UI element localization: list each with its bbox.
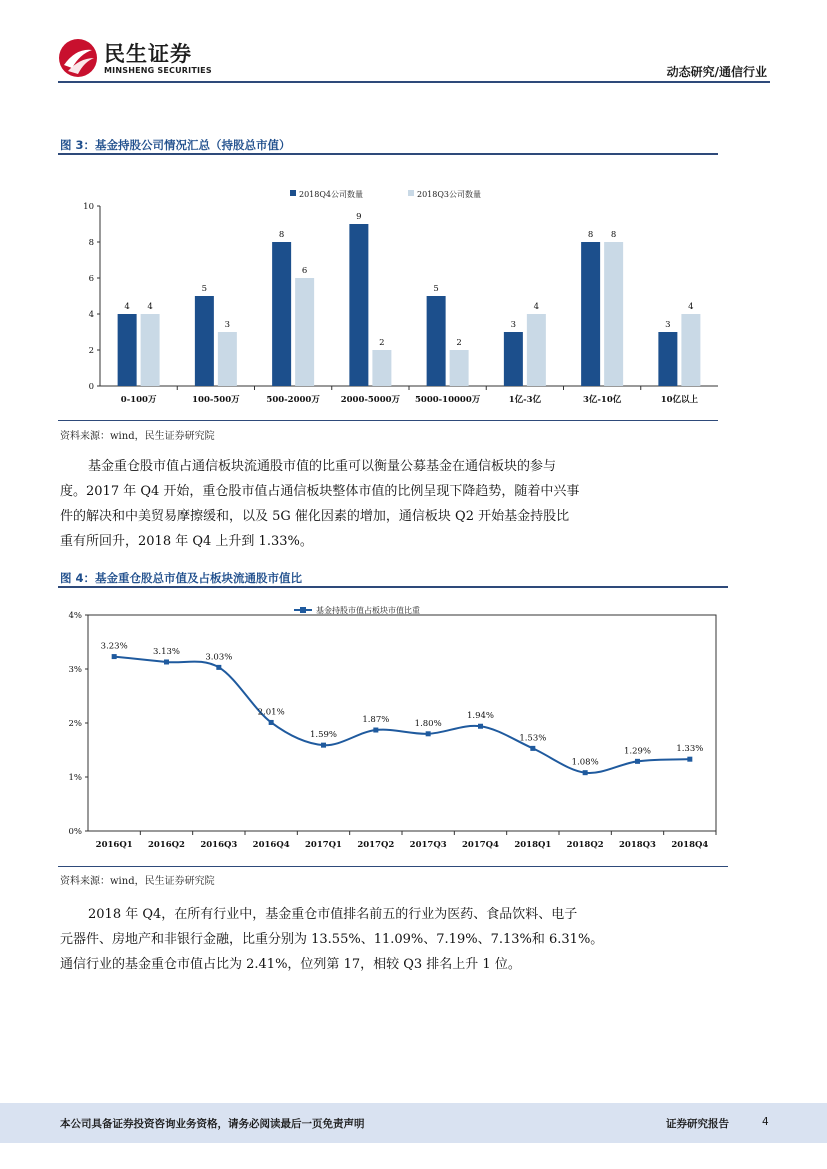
x-tick-label: 1亿-3亿: [508, 395, 542, 405]
bar: [604, 242, 623, 386]
x-tick-label: 2018Q2: [566, 840, 604, 850]
y-tick-label: 8: [88, 238, 94, 248]
data-label: 2: [456, 338, 462, 348]
y-tick-label: 2%: [68, 719, 82, 729]
y-tick-label: 0%: [68, 827, 82, 837]
bar: [118, 314, 137, 386]
bar: [349, 224, 368, 386]
logo-text-en: MINSHENG SECURITIES: [104, 66, 212, 75]
paragraph2-line3: 通信行业的基金重仓市值占比为 2.41%，位列第 17，相较 Q3 排名上升 1 位。: [60, 957, 521, 972]
figure4-source: 资料来源：wind，民生证券研究院: [60, 876, 215, 887]
figure3-top-rule: [58, 153, 718, 155]
data-label: 4: [533, 302, 540, 312]
data-label: 1.08%: [571, 757, 599, 768]
data-label: 3.03%: [205, 652, 233, 663]
figure3-source: 资料来源：wind，民生证券研究院: [60, 431, 215, 442]
x-tick-label: 2017Q1: [305, 840, 342, 850]
legend-marker: [300, 607, 306, 613]
bar: [295, 278, 314, 386]
x-tick-label: 2016Q2: [148, 840, 185, 850]
data-label: 1.29%: [623, 746, 652, 757]
data-point: [373, 728, 378, 733]
bar: [527, 314, 546, 386]
y-tick-label: 1%: [68, 773, 82, 783]
data-point: [216, 665, 221, 670]
y-tick-label: 4: [88, 310, 94, 320]
data-label: 5: [201, 284, 208, 294]
paragraph1-line1: 基金重仓股市值占通信板块流通股市值的比重可以衡量公募基金在通信板块的参与: [88, 459, 557, 474]
data-label: 3.23%: [100, 641, 128, 652]
page-number: 4: [762, 1116, 769, 1128]
header-divider: [58, 81, 770, 83]
data-label: 8: [610, 230, 617, 240]
data-label: 3: [510, 320, 517, 330]
data-label: 1.87%: [362, 715, 390, 726]
y-tick-label: 10: [83, 202, 94, 212]
data-label: 9: [356, 212, 362, 222]
y-tick-label: 0: [88, 382, 94, 392]
paragraph1-line4: 重有所回升，2018 年 Q4 上升到 1.33%。: [60, 534, 313, 549]
plot-frame: [88, 615, 716, 831]
data-point: [321, 743, 326, 748]
legend-label: 2018Q3公司数量: [417, 190, 482, 199]
x-tick-label: 2016Q1: [95, 840, 133, 850]
figure3-bottom-rule: [58, 420, 718, 421]
data-label: 2.01%: [257, 707, 285, 718]
bar: [658, 332, 677, 386]
data-label: 3: [665, 320, 671, 330]
legend-label: 基金持股市值占板块市值比重: [316, 606, 420, 615]
bar: [504, 332, 523, 386]
report-type: 动态研究/通信行业: [666, 65, 767, 79]
x-tick-label: 2018Q4: [671, 840, 709, 850]
logo-icon: [58, 38, 98, 78]
data-label: 1.94%: [466, 711, 495, 722]
footer-disclaimer: 本公司具备证券投资咨询业务资格，请务必阅读最后一页免责声明: [60, 1118, 365, 1130]
paragraph1-line2: 度。2017 年 Q4 开始，重仓股市值占通信板块整体市值的比例呈现下降趋势，随着中兴事: [60, 484, 580, 499]
legend-swatch: [408, 190, 414, 196]
data-label: 6: [301, 266, 308, 276]
data-point: [635, 759, 640, 764]
footer-label: 证券研究报告: [666, 1118, 729, 1130]
x-tick-label: 100-500万: [192, 395, 240, 405]
data-label: 4: [124, 302, 130, 312]
paragraph2-line1: 2018 年 Q4，在所有行业中，基金重仓市值排名前五的行业为医药、食品饮料、电子: [88, 907, 578, 922]
figure4-title: 图 4：基金重仓股总市值及占板块流通股市值比: [60, 571, 303, 585]
figure4-line-chart: [58, 595, 730, 860]
x-tick-label: 10亿以上: [660, 395, 699, 405]
data-label: 8: [278, 230, 285, 240]
logo-text-cn: 民生证券: [104, 42, 192, 66]
data-label: 1.59%: [309, 730, 338, 741]
paragraph2-line2: 元器件、房地产和非银行金融，比重分别为 13.55%、11.09%、7.19%、7.13%和 6.31%。: [60, 932, 604, 947]
bar: [141, 314, 160, 386]
figure4-top-rule: [58, 586, 728, 588]
x-tick-label: 2017Q3: [409, 840, 447, 850]
x-tick-label: 2016Q4: [252, 840, 290, 850]
data-point: [687, 757, 692, 762]
data-label: 1.53%: [519, 733, 547, 744]
data-point: [269, 720, 274, 725]
series-line: [114, 657, 690, 773]
data-point: [164, 659, 169, 664]
x-tick-label: 500-2000万: [266, 395, 320, 405]
y-tick-label: 4%: [68, 611, 82, 621]
data-label: 1.33%: [676, 744, 704, 755]
x-tick-label: 3亿-10亿: [582, 395, 622, 405]
bar: [272, 242, 291, 386]
figure3-title: 图 3：基金持股公司情况汇总（持股总市值）: [60, 138, 291, 152]
bar: [681, 314, 700, 386]
y-tick-label: 3%: [68, 665, 82, 675]
data-label: 1.80%: [414, 718, 442, 729]
data-point: [426, 731, 431, 736]
data-label: 5: [433, 284, 439, 294]
bar: [372, 350, 391, 386]
x-tick-label: 5000-10000万: [414, 395, 481, 405]
x-tick-label: 2017Q2: [357, 840, 395, 850]
data-label: 3: [224, 320, 231, 330]
bar: [195, 296, 214, 386]
y-tick-label: 2: [88, 346, 94, 356]
bar: [218, 332, 237, 386]
paragraph1-line3: 件的解决和中美贸易摩擦缓和，以及 5G 催化因素的增加，通信板块 Q2 开始基金持股比: [60, 509, 570, 524]
data-label: 3.13%: [152, 646, 181, 657]
x-tick-label: 2018Q1: [514, 840, 552, 850]
bar: [450, 350, 469, 386]
data-label: 4: [147, 302, 153, 312]
data-point: [478, 724, 483, 729]
x-tick-label: 2018Q3: [619, 840, 656, 850]
data-label: 4: [688, 302, 694, 312]
x-tick-label: 0-100万: [120, 395, 157, 405]
x-tick-label: 2000-5000万: [340, 395, 401, 405]
bar: [427, 296, 446, 386]
data-point: [583, 770, 588, 775]
data-point: [112, 654, 117, 659]
legend-label: 2018Q4公司数量: [299, 190, 364, 199]
bar: [581, 242, 600, 386]
figure4-bottom-rule: [58, 866, 728, 867]
data-point: [530, 746, 535, 751]
x-tick-label: 2016Q3: [200, 840, 238, 850]
y-tick-label: 6: [88, 274, 94, 284]
data-label: 8: [587, 230, 594, 240]
data-label: 2: [379, 338, 385, 348]
legend-swatch: [290, 190, 296, 196]
figure3-bar-chart: [58, 180, 720, 410]
x-tick-label: 2017Q4: [462, 840, 499, 850]
